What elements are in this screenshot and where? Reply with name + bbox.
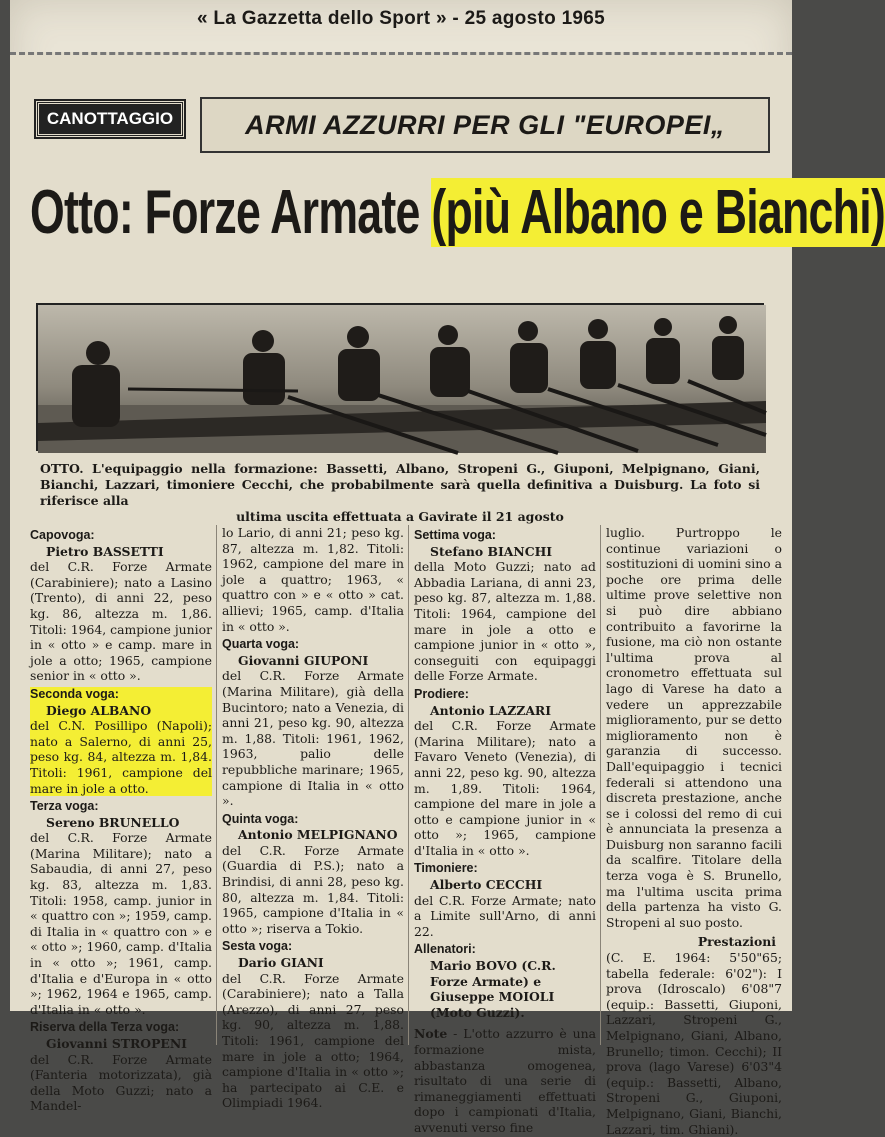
article-clipping <box>10 52 885 1137</box>
athlete-name: Diego ALBANO <box>46 702 152 718</box>
athlete-bio: del C.R. Forze Armate (Carabiniere); nato a Lasino (Trento), di anni 22, peso kg. 86, altezza m. 1,86. Titoli: 1964, campione junior in « otto » e camp. mare in jole a otto; 1965, campione senior in « otto ». <box>30 559 212 684</box>
highlighted-entry <box>30 687 212 796</box>
column-rule <box>216 525 217 1045</box>
section-title: Capovoga: <box>30 528 95 542</box>
athlete-bio: del C.R. Forze Armate (Fanteria motorizzata), già della Moto Guzzi; nato a Mandel- <box>30 1051 212 1114</box>
section-title: Seconda voga: <box>30 686 119 701</box>
athlete-name: Alberto CECCHI <box>430 877 543 893</box>
athlete-name: Dario GIANI <box>238 955 324 971</box>
section-title: Quarta voga: <box>222 637 300 652</box>
section-title: Quinta voga: <box>222 811 299 826</box>
performances-text: (C. E. 1964: 5'50"65; tabella federale: 6'02"): I prova (Idroscalo) 6'08"7 (equip.: Bassetti, Giuponi, Lazzari, Stropeni G., Melpignano, Giani, Albano, Brunello; timon. Cecchi); II prova (lago Varese) 6'03"4 (equip.: Bassetti, Albano, Stropeni G., Giuponi, Melpignano, Giani, Bianchi, Lazzari, tim. Ghiani). <box>606 950 782 1137</box>
performances-title: Prestazioni <box>697 934 776 950</box>
text-column-1 <box>30 525 212 1114</box>
note-paragraph <box>414 1026 596 1135</box>
headline-main: Otto: Forze Armate <box>30 178 432 247</box>
overline-title: ARMI AZZURRI PER GLI "EUROPEI„ <box>200 97 770 153</box>
caption-line-1: OTTO. L'equipaggio nella formazione: Bassetti, Albano, Stropeni G., Giuponi, Melpignano, Giani, Bianchi, Lazzari, timoniere Cecchi, che probabilmente sarà quella definitiva a Duisburg. La foto si riferisce alla <box>40 461 760 508</box>
athlete-bio: della Moto Guzzi; nato ad Abbadia Lariana, di anni 23, peso kg. 87, altezza m. 1,88. Titoli: 1964, campione del mare in jole a otto e campione junior in « otto », conseguiti con equipaggi delle Forze Armate. <box>414 559 596 684</box>
headline-highlighted: (più Albano e Bianchi) <box>431 178 885 247</box>
section-title: Allenatori: <box>414 942 476 957</box>
masthead: « La Gazzetta dello Sport » - 25 agosto 1965 <box>196 8 606 29</box>
athlete-name: Giovanni STROPENI <box>46 1036 187 1051</box>
headline <box>30 173 885 253</box>
athlete-bio: del C.R. Forze Armate (Carabiniere); nato a Talla (Arezzo), di anni 27, peso kg. 90, altezza m. 1,88. Titoli: 1961, campione del mare in jole a otto; 1964, campione d'Italia in « otto »; ha partecipato ai C.E. e Olimpiadi 1964. <box>222 970 404 1111</box>
commentary-paragraph: luglio. Purtroppo le continue variazioni o sostituzioni di uomini sino a poche ore prima delle ultime prove selettive non si può dire abbiano contribuito a favorirne la fusione, ma ciò non ostante l'ultima prova al cronometro effettuata sul lago di Varese ha dato a vedere un apprezzabile miglioramento, pur se detto miglioramento non è garanzia di successo. Dall'equipaggio i tecnici federali si attendono una discreta prestazione, anche se i colossi del remo di cui è annunciata la presenza a Duisburg non saranno facili da scalfire. Titolare della terza voga è S. Brunello, ma l'ultima uscita prima della partenza ha visto G. Stropeni al suo posto. <box>606 525 782 930</box>
note-text: - L'otto azzurro è una formazione mista, abbastanza omogenea, risultato di una serie di rimaneggiamenti effettuati dopo i campionati d'Italia, avvenuti verso fine <box>414 1026 596 1135</box>
athlete-name: Antonio LAZZARI <box>430 702 552 718</box>
section-title: Terza voga: <box>30 799 99 814</box>
athlete-name: Stefano BIANCHI <box>430 543 553 559</box>
athlete-name: Antonio MELPIGNANO <box>238 827 398 843</box>
athlete-bio: del C.R. Forze Armate (Marina Militare); nato a Favaro Veneto (Venezia), di anni 22, peso kg. 90, altezza m. 1,89. Titoli: 1964, campione del mare in jole a otto e campione junior in « otto »; 1965, campione d'Italia in « otto ». <box>414 718 596 858</box>
section-title: Timoniere: <box>414 861 478 876</box>
photo-image <box>38 305 766 453</box>
text-column-4 <box>606 525 782 1137</box>
column-rule <box>408 525 409 1045</box>
text-column-2 <box>222 525 404 1111</box>
section-title: Prodiere: <box>414 686 469 701</box>
athlete-bio: del C.R. Forze Armate; nato a Limite sull'Arno, di anni 22. <box>414 892 596 939</box>
newspaper-page <box>10 0 885 1137</box>
athlete-bio: del C.R. Forze Armate (Marina Militare), già della Bucintoro; nato a Venezia, di anni 21, peso kg. 90, altezza m. 1,88. Titoli: 1961, 1962, 1963, palio delle repubbliche marinare; 1965, campione di Italia in « otto ». <box>222 668 404 809</box>
athlete-bio-continued: lo Lario, di anni 21; peso kg. 87, altezza m. 1,82. Titoli: 1962, campione del mare in jole a quattro; 1963, « quattro con » e « otto » cat. allievi; 1965, camp. d'Italia in « otto ». <box>222 525 404 634</box>
rowing-crew-photo <box>36 303 764 451</box>
photo-caption <box>40 461 760 525</box>
athlete-bio: del C.R. Forze Armate (Marina Militare); nato a Sabaudia, di anni 27, peso kg. 83, altezza m. 1,83. Titoli: 1958, camp. junior in « quattro con »; 1959, camp. di Italia in « quattro con » e « otto »; 1960, camp. d'Italia in « otto »; 1961, camp. d'Italia e d'Europa in « otto »; 1962, 1964 e 1965, camp. d'Italia in « otto ». <box>30 830 212 1017</box>
athlete-bio: del C.N. Posillipo (Napoli); nato a Salerno, di anni 25, peso kg. 84, altezza m. 1,84. Titoli: 1961, campione del mare in jole a otto. <box>30 718 212 796</box>
section-title: Sesta voga: <box>222 939 293 954</box>
section-title: Settima voga: <box>414 528 496 542</box>
section-kicker: CANOTTAGGIO <box>36 101 184 137</box>
athlete-bio: del C.R. Forze Armate (Guardia di P.S.); nato a Brindisi, di anni 28, peso kg. 80, altezza m. 1,84. Titoli: 1965, campione d'Italia in « otto »; riserva a Tokio. <box>222 842 404 936</box>
text-column-3 <box>414 525 596 1136</box>
note-label: Note <box>414 1026 448 1042</box>
athlete-name: Giovanni GIUPONI <box>238 652 369 668</box>
caption-line-2: ultima uscita effettuata a Gavirate il 21 agosto <box>236 509 564 524</box>
section-title: Riserva della Terza voga: <box>30 1020 180 1035</box>
coaches-names: Mario BOVO (C.R. Forze Armate) e Giuseppe MOIOLI (Moto Guzzi). <box>430 958 556 1020</box>
athlete-name: Sereno BRUNELLO <box>46 814 180 830</box>
athlete-name: Pietro BASSETTI <box>46 543 164 559</box>
column-rule <box>600 525 601 1045</box>
